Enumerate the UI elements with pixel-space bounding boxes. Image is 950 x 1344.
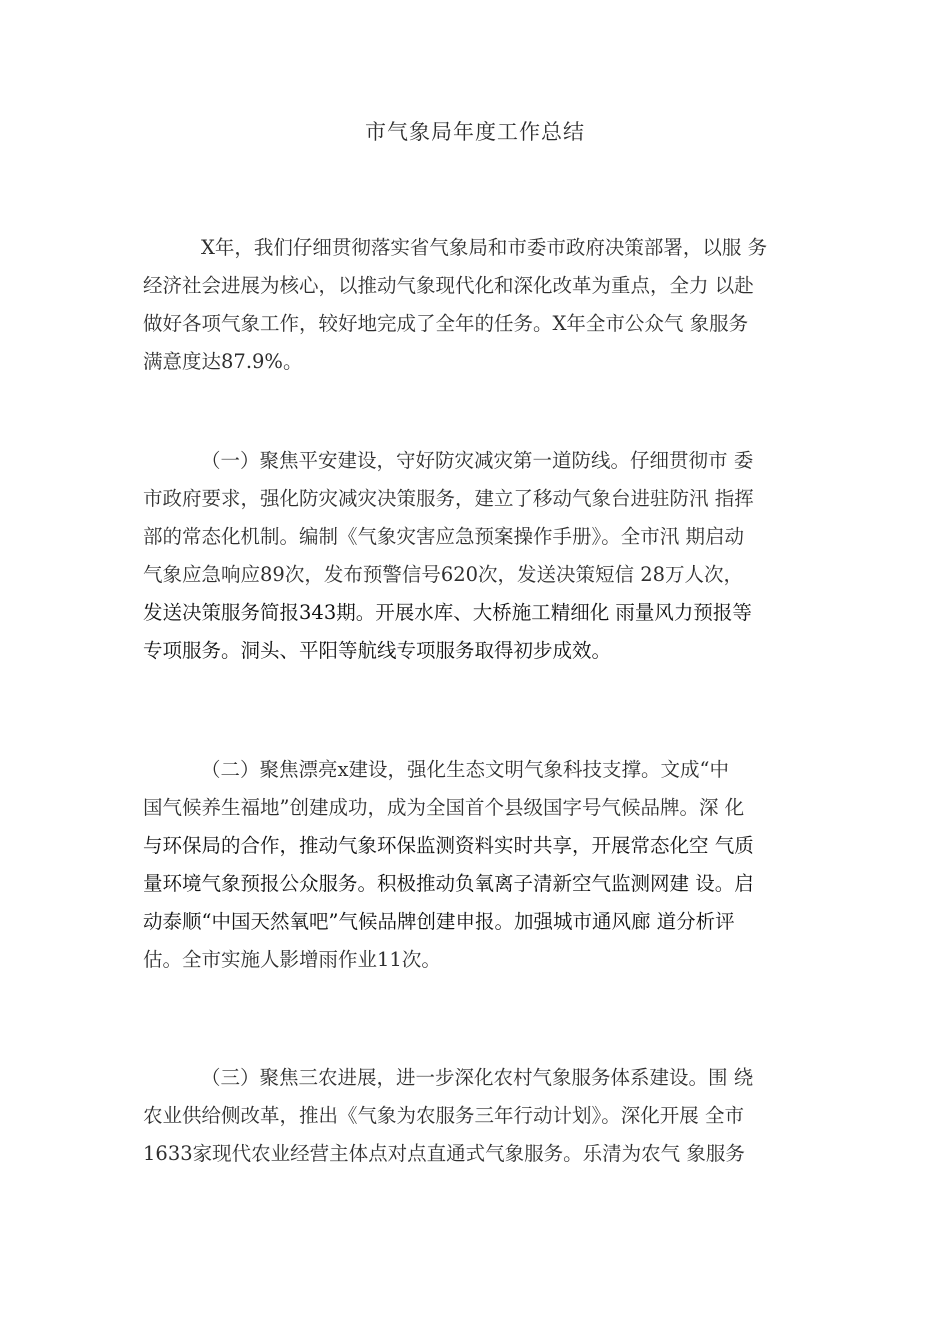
paragraph-line: 发送决策服务简报343期。开展水库、大桥施工精细化 雨量风力预报等 bbox=[143, 601, 752, 624]
paragraph-line: 农业供给侧改革，推出《气象为农服务三年行动计划》。深化开展 全市 bbox=[143, 1104, 744, 1127]
paragraph-line: 气象应急响应89次，发布预警信号620次，发送决策短信 28万人次， bbox=[143, 563, 744, 586]
paragraph-line: （一）聚焦平安建设，守好防灾减灾第一道防线。仔细贯彻市 委 bbox=[201, 449, 754, 472]
paragraph-line: 估。全市实施人影增雨作业11次。 bbox=[143, 948, 441, 971]
paragraph-line: 国气候养生福地”创建成功，成为全国首个县级国字号气候品牌。深 化 bbox=[143, 796, 745, 819]
paragraph-line: （二）聚焦漂亮x建设，强化生态文明气象科技支撑。文成“中 bbox=[201, 758, 729, 781]
document-title: 市气象局年度工作总结 bbox=[365, 120, 585, 144]
paragraph-line: 经济社会进展为核心，以推动气象现代化和深化改革为重点，全力 以赴 bbox=[143, 274, 754, 297]
paragraph-line: X年，我们仔细贯彻落实省气象局和市委市政府决策部署，以服 务 bbox=[201, 236, 768, 259]
paragraph-line: 动泰顺“中国天然氧吧”气候品牌创建申报。加强城市通风廊 道分析评 bbox=[143, 910, 735, 933]
paragraph-line: 做好各项气象工作，较好地完成了全年的任务。X年全市公众气 象服务 bbox=[143, 312, 749, 335]
paragraph-line: 与环保局的合作，推动气象环保监测资料实时共享，开展常态化空 气质 bbox=[143, 834, 754, 857]
paragraph-line: 量环境气象预报公众服务。积极推动负氧离子清新空气监测网建 设。启 bbox=[143, 872, 754, 895]
paragraph-section-1 bbox=[143, 442, 815, 670]
paragraph-line: 部的常态化机制。编制《气象灾害应急预案操作手册》。全市汛 期启动 bbox=[143, 525, 744, 548]
paragraph-section-2 bbox=[143, 751, 815, 979]
paragraph-section-3 bbox=[143, 1059, 815, 1173]
paragraph-line: 1633家现代农业经营主体点对点直通式气象服务。乐清为农气 象服务 bbox=[143, 1142, 745, 1165]
paragraph-line: 满意度达87.9%。 bbox=[143, 350, 303, 373]
paragraph-line: 专项服务。洞头、平阳等航线专项服务取得初步成效。 bbox=[143, 639, 612, 662]
paragraph-intro bbox=[143, 229, 815, 381]
paragraph-line: （三）聚焦三农进展，进一步深化农村气象服务体系建设。围 绕 bbox=[201, 1066, 754, 1089]
paragraph-line: 市政府要求，强化防灾减灾决策服务，建立了移动气象台进驻防汛 指挥 bbox=[143, 487, 754, 510]
